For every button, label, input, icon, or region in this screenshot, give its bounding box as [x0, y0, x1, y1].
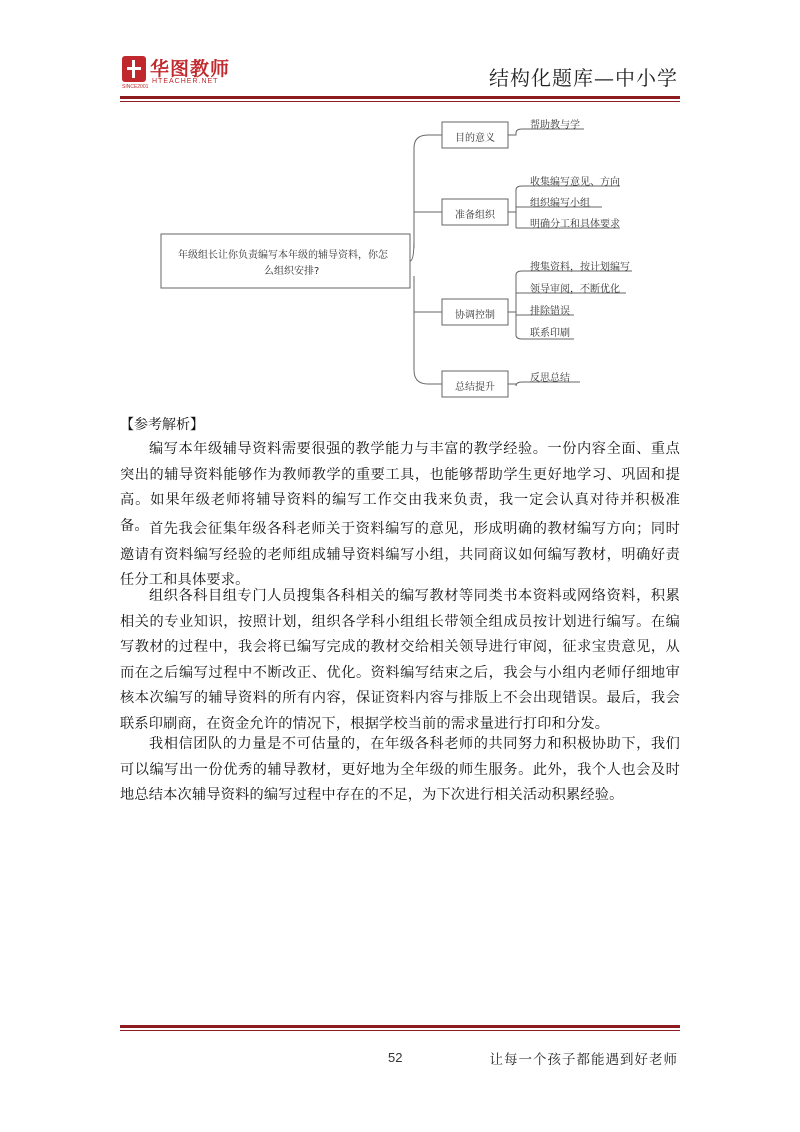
footer-slogan: 让每一个孩子都能遇到好老师 [489, 1052, 678, 1068]
mindmap-leaf: 收集编写意见、方向 [530, 177, 620, 188]
mindmap-leaf: 组织编写小组 [530, 198, 590, 209]
mindmap-root-line1: 年级组长让你负责编写本年级的辅导资料，你怎 [178, 250, 388, 261]
analysis-paragraph-3: 组织各科目组专门人员搜集各科相关的编写教材等同类书本资料或网络资料，积累相关的专业知识，按照计划，组织各学科小组组长带领全组成员按计划进行编写。在编写教材的过程中，我会将已编写完成的教材交给相关领导进行审阅，征求宝贵意见，从而在之后编写过程中不断改正、优化。资料编写结束之后，我会与小组内老师仔细地审核本次编写的辅导资料的所有内容，保证资料内容与排版上不会出现错误。最后，我会联系印刷商，在资金允许的情况下，根据学校当前的需求量进行打印和分发。 [120, 588, 680, 732]
analysis-heading: 【参考解析】 [120, 417, 204, 433]
mindmap-branch-summary: 总结提升 [455, 382, 495, 393]
mindmap-leaf: 领导审阅，不断优化 [530, 284, 620, 295]
mindmap-leaf: 排除错误 [530, 306, 570, 317]
mindmap-leaf: 帮助教与学 [530, 120, 580, 131]
mindmap-root-line2: 么组织安排? [264, 266, 320, 277]
page-number: 52 [388, 1050, 403, 1065]
mindmap-root-box [161, 234, 410, 288]
logo-name: 华图教师 [150, 58, 231, 80]
footer-rule-thin [120, 1030, 680, 1031]
mindmap-leaf: 反思总结 [530, 373, 570, 384]
logo-domain: HTEACHER.NET [152, 78, 219, 85]
mindmap-leaf: 搜集资料，按计划编写 [530, 262, 630, 273]
mindmap-branch-coordinate: 协调控制 [455, 310, 495, 321]
mindmap-trunk [410, 135, 442, 384]
analysis-paragraph-2: 首先我会征集年级各科老师关于资料编写的意见，形成明确的教材编写方向；同时邀请有资料编写经验的老师组成辅导资料编写小组，共同商议如何编写教材，明确好责任分工和具体要求。 [120, 521, 680, 588]
mindmap-leaf: 联系印刷 [530, 328, 570, 339]
mindmap-branch-purpose: 目的意义 [455, 133, 495, 144]
analysis-paragraph-4: 我相信团队的力量是不可估量的，在年级各科老师的共同努力和积极协助下，我们可以编写出一份优秀的辅导教材，更好地为全年级的师生服务。此外，我个人也会及时地总结本次辅导资料的编写过程中存在的不足，为下次进行相关活动积累经验。 [120, 736, 680, 803]
footer-rule-thick [120, 1025, 680, 1028]
mindmap-leaf: 明确分工和具体要求 [530, 219, 620, 230]
header-title: 结构化题库—中小学 [489, 66, 678, 90]
mindmap-connectors [0, 0, 800, 400]
mindmap-branch-prepare: 准备组织 [455, 210, 495, 221]
logo-since: SINCE2001 [122, 84, 149, 90]
analysis-paragraph-1: 编写本年级辅导资料需要很强的教学能力与丰富的教学经验。一份内容全面、重点突出的辅导资料能够作为教师教学的重要工具，也能够帮助学生更好地学习、巩固和提高。如果年级老师将辅导资料的编写工作交由我来负责，我一定会认真对待并积极准备。 [120, 441, 680, 534]
